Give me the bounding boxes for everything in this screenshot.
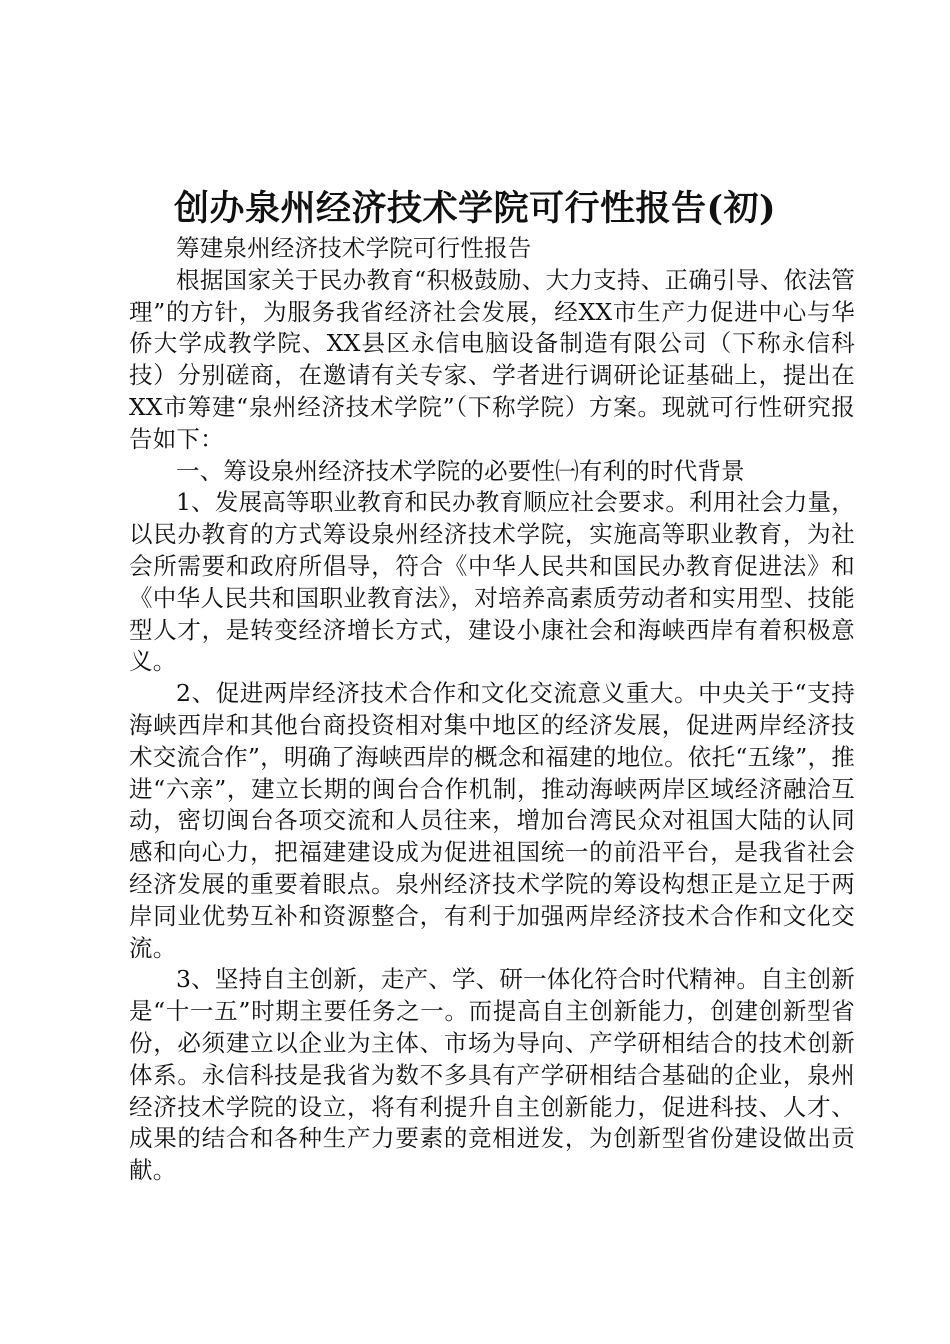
section-heading-paragraph: 一、筹设泉州经济技术学院的必要性㈠有利的时代背景 [176, 456, 745, 485]
point-1-paragraph: 1、发展高等职业教育和民办教育顺应社会要求。利用社会力量，以民办教育的方式筹设泉州经济技术学院，实施高等职业教育，为社会所需要和政府所倡导，符合《中华人民共和国民办教育促进法》和《中华人民共和国职业教育法》，对培养高素质劳动者和实用型、技能型人才，是转变经济增长方式，建设小康社会和海峡西岸有着积极意义。 [129, 488, 855, 676]
subtitle-paragraph: 筹建泉州经济技术学院可行性报告 [176, 234, 532, 262]
point-2-paragraph: 2、促进两岸经济技术合作和文化交流意义重大。中央关于“支持海峡西岸和其他台商投资相对集中地区的经济发展，促进两岸经济技术交流合作”，明确了海峡西岸的概念和福建的地位。依托“五缘”，推进“六亲”，建立长期的闽台合作机制，推动海峡两岸区域经济融洽互动，密切闽台各项交流和人员往来，增加台湾民众对祖国大陆的认同感和向心力，把福建建设成为促进祖国统一的前沿平台，是我省社会经济发展的重要着眼点。泉州经济技术学院的筹设构想正是立足于两岸同业优势互补和资源整合，有利于加强两岸经济技术合作和文化交流。 [129, 679, 855, 962]
document-body [129, 233, 855, 1187]
document-title: 创办泉州经济技术学院可行性报告(初) [173, 188, 777, 229]
intro-paragraph: 根据国家关于民办教育“积极鼓励、大力支持、正确引导、依法管理”的方针，为服务我省经济社会发展，经XX市生产力促进中心与华侨大学成教学院、XX县区永信电脑设备制造有限公司（下称永信科技）分别磋商，在邀请有关专家、学者进行调研论证基础上，提出在XX市筹建“泉州经济技术学院”（下称学院）方案。现就可行性研究报告如下： [129, 265, 855, 453]
point-3-paragraph: 3、坚持自主创新，走产、学、研一体化符合时代精神。自主创新是“十一五”时期主要任务之一。而提高自主创新能力，创建创新型省份，必须建立以企业为主体、市场为导向、产学研相结合的技术创新体系。永信科技是我省为数不多具有产学研相结合基础的企业，泉州经济技术学院的设立，将有利提升自主创新能力，促进科技、人才、成果的结合和各种生产力要素的竞相迸发，为创新型省份建设做出贡献。 [129, 965, 855, 1185]
